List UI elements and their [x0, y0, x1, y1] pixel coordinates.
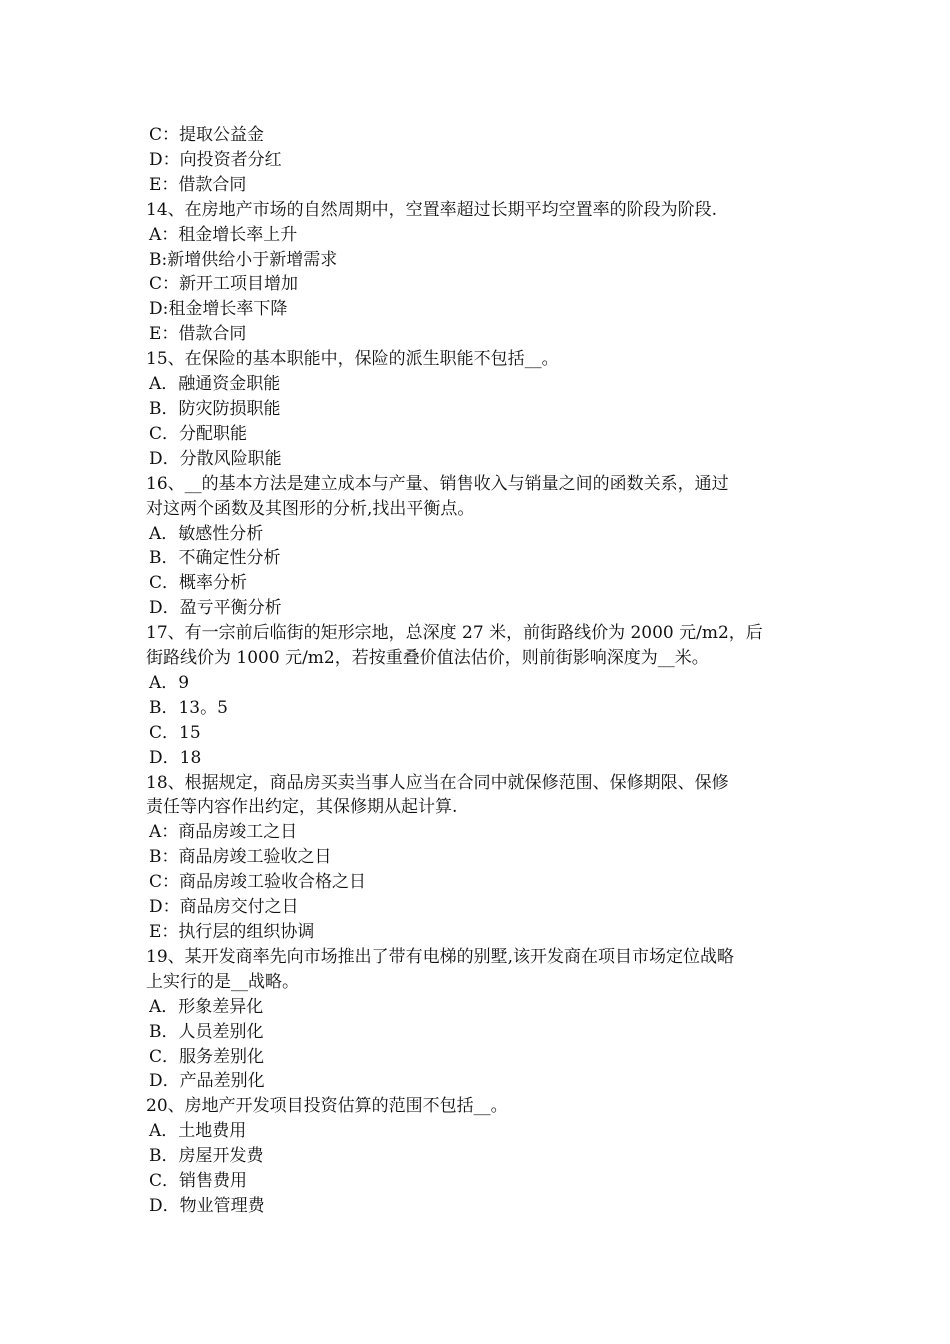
question-text: 14、在房地产市场的自然周期中，空置率超过长期平均空置率的阶段为阶段. — [146, 199, 718, 220]
question-text: 15、在保险的基本职能中，保险的派生职能不包括__。 — [146, 349, 559, 370]
answer-option: D：商品房交付之日 — [149, 897, 299, 918]
answer-option: D．盈亏平衡分析 — [149, 598, 282, 619]
answer-option: A．形象差异化 — [149, 996, 264, 1017]
answer-option: D:租金增长率下降 — [149, 299, 288, 320]
answer-option: C：提取公益金 — [149, 125, 265, 145]
answer-option: C．概率分析 — [149, 573, 248, 594]
answer-option: D：向投资者分红 — [149, 149, 282, 170]
answer-option: B:新增供给小于新增需求 — [149, 249, 338, 270]
answer-option: C．分配职能 — [149, 423, 248, 444]
answer-option: D．物业管理费 — [149, 1195, 265, 1216]
answer-option: D．18 — [149, 747, 202, 768]
answer-option: B．房屋开发费 — [149, 1146, 264, 1167]
answer-option: B．不确定性分析 — [149, 548, 281, 569]
answer-option: A．融通资金职能 — [149, 374, 281, 395]
answer-option: B：商品房竣工验收之日 — [149, 847, 332, 868]
question-text: 16、__的基本方法是建立成本与产量、销售收入与销量之间的函数关系，通过 — [146, 473, 729, 494]
question-text: 责任等内容作出约定，其保修期从起计算. — [146, 797, 458, 818]
answer-option: B．人员差别化 — [149, 1021, 264, 1042]
answer-option: B．防灾防损职能 — [149, 398, 281, 419]
answer-option: D．分散风险职能 — [149, 448, 282, 469]
answer-option: C．15 — [149, 722, 201, 743]
question-text: 19、某开发商率先向市场推出了带有电梯的别墅,该开发商在项目市场定位战略 — [146, 946, 735, 967]
answer-option: B．13。5 — [149, 697, 228, 718]
question-text: 对这两个函数及其图形的分析,找出平衡点。 — [146, 498, 475, 519]
answer-option: C．销售费用 — [149, 1171, 248, 1192]
answer-option: C．服务差别化 — [149, 1046, 265, 1067]
question-text: 17、有一宗前后临街的矩形宗地，总深度 27 米，前街路线价为 2000 元/m2，后 — [146, 623, 763, 644]
answer-option: C：商品房竣工验收合格之日 — [149, 872, 367, 893]
answer-option: A．敏感性分析 — [149, 523, 264, 544]
document-page — [146, 123, 810, 1219]
answer-option: C：新开工项目增加 — [149, 274, 299, 295]
answer-option: A：商品房竣工之日 — [149, 822, 298, 843]
question-text: 上实行的是__战略。 — [146, 971, 299, 992]
answer-option: A．土地费用 — [149, 1121, 247, 1142]
answer-option: E：执行层的组织协调 — [149, 922, 315, 942]
answer-option: E：借款合同 — [149, 324, 247, 345]
answer-option: A．9 — [149, 672, 190, 693]
answer-option: A：租金增长率上升 — [149, 224, 298, 245]
question-text: 街路线价为 1000 元/m2，若按重叠价值法估价，则前街影响深度为__米。 — [146, 648, 709, 669]
question-text: 20、房地产开发项目投资估算的范围不包括__。 — [146, 1096, 508, 1117]
answer-option: D．产品差别化 — [149, 1071, 265, 1092]
answer-option: E：借款合同 — [149, 174, 247, 195]
question-text: 18、根据规定，商品房买卖当事人应当在合同中就保修范围、保修期限、保修 — [146, 772, 729, 793]
